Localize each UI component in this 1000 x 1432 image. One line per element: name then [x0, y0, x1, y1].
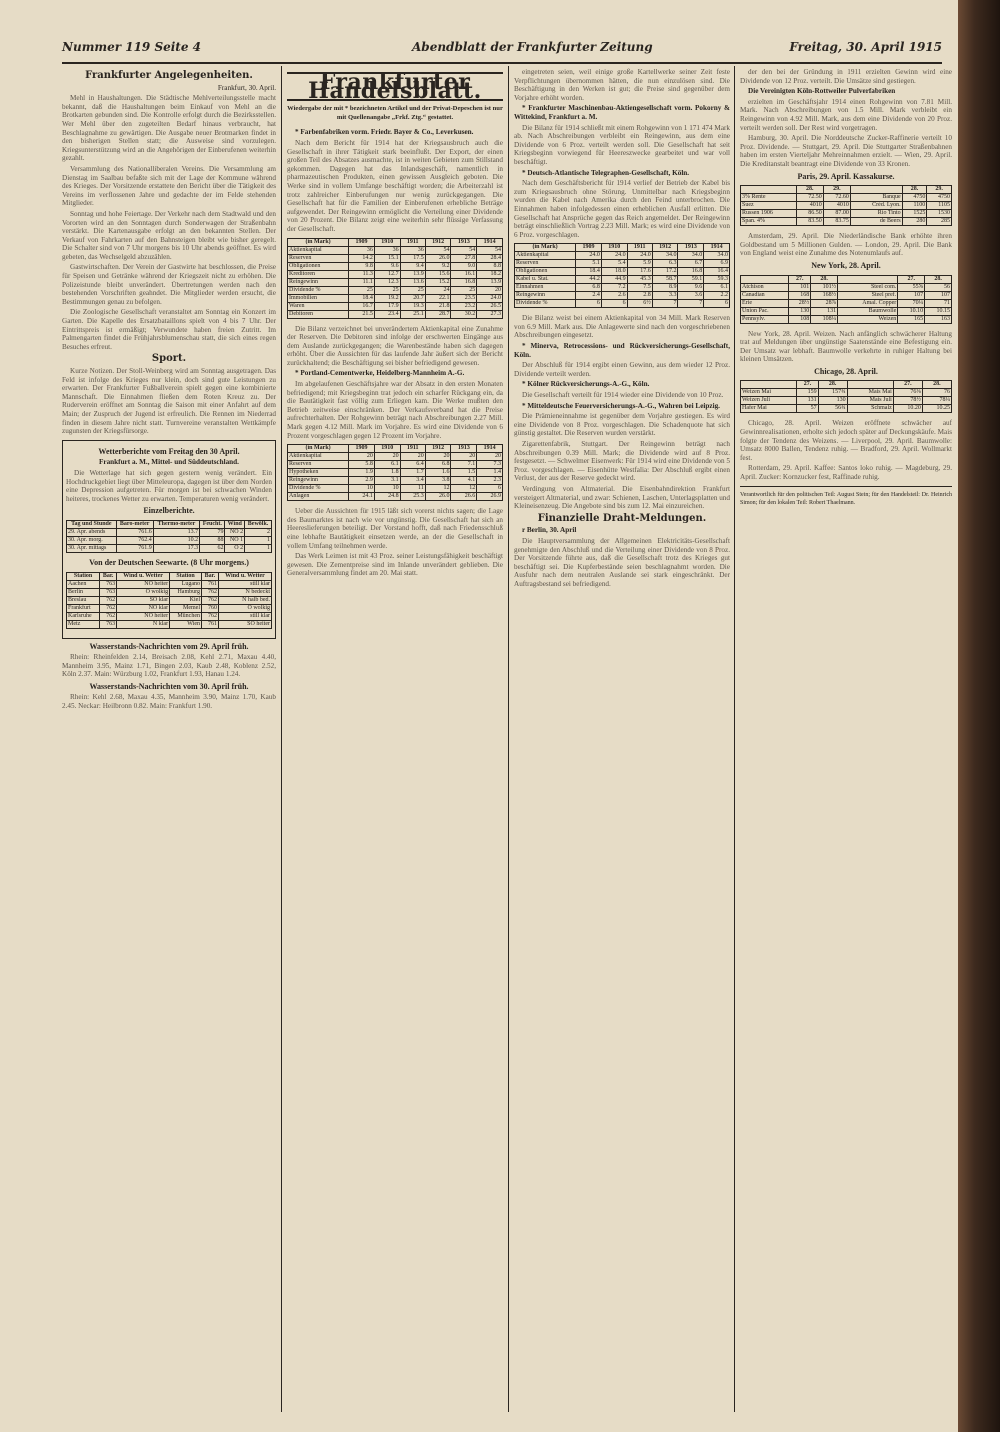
newyork-table: 27. 28. 27. 28. Atchison 101 101½ Steel com. 55⅝ 56 Canadian 168 168½ Steel pref. 107 107 Erie 28½ 28⅞ Amal. Copper 70¼ 71 Union Pac. 130 131 Baumwolle 10.10 10.15 Pennsylv. 108 108¼ Weizen 165 163	[742, 275, 950, 322]
column-commerce	[287, 68, 503, 1412]
article-text: Die Zoologische Gesellschaft veranstaltet am Sonntag ein Konzert im Garten. Die Kapelle des Ersatzbataillons spielt von 4 bis 7 Uhr. Der Eintrittspreis ist ermäßigt; Verwundete haben freien Zutritt. Im Palmengarten findet die Frühjahrsblumenschau statt, die sich eines regen Besuches erfreut.	[62, 308, 276, 351]
article-text: Rotterdam, 29. April. Kaffee: Santos loko ruhig. — Magdeburg, 29. April. Zucker: Kornzucker fest, Raffinade ruhig.	[740, 464, 952, 482]
article-text: Verdingung von Altmaterial. Die Eisenbahndirektion Frankfurt versteigert Altmaterial, und zwar: Schienen, Laschen, Unterlagsplatten und Kleineisenzeug. Die Angebote sind bis zum 12. Mai einzureichen.	[514, 484, 730, 511]
weather-table: Tag und Stunde Baro-meter Thermo-meter Feucht. Wind Bewölk. 29. Apr. abends 761.6 13.7 79 NO 2 2 30. Apr. morg. 762.4 10.2 88 NO 1 1 30. Apr. mittags 761.9 17.3 62 O 2 1	[68, 520, 270, 551]
chicago-heading: Chicago, 28. April.	[814, 366, 878, 376]
section-heading-local: Frankfurter Angelegenheiten.	[85, 70, 253, 81]
newyork-heading: New York, 28. April.	[811, 260, 881, 270]
article-text: Nach dem Geschäftsbericht für 1914 verlief der Betrieb der Kabel bis zum Kriegsausbruch ohne Störung. Unmittelbar nach Kriegsbeginn wurden die Kabel nach Amerika durch den Feind unterbrochen. Die Einnahmen haben infolgedessen einen erheblichen Ausfall erlitten. Die Gesellschaft hat Ansprüche gegen das Reich angemeldet. Der Reingewinn beträgt einschließlich Vortrag 2.23 Mill. Mark; es wird eine Dividende von 6 Proz. vorgeschlagen.	[514, 179, 730, 239]
section-heading-finance: Finanzielle Draht-Meldungen.	[537, 512, 707, 524]
responsibility-note: Verantwortlich für den politischen Teil: August Stein; für den Handelsteil: Dr. Heinrich Simon; für den lokalen Teil: Robert Thaelmann.	[740, 491, 952, 507]
page-header	[62, 40, 942, 60]
article-text: Kurze Notizen. Der Stoll-Weinberg wird am Sonntag ausgetragen. Das Feld ist infolge des Krieges nur klein, doch sind gute Leistungen zu erwarten. Der Frankfurter Fußballverein spielt gegen eine kombinierte Mannschaft. Die Einnahmen fließen dem Roten Kreuz zu. Der Ruderverein eröffnet am Sonntag die Saison mit einer Anfahrt auf dem Main; der Zuspruch der Jugend ist erfreulich. Die Rennen im Niederrad finden in diesem Jahre nicht statt. Turnvereine veranstalten Wettkämpfe zugunsten der Kriegsfürsorge.	[62, 367, 276, 436]
article-text: Im abgelaufenen Geschäftsjahre war der Absatz in den ersten Monaten befriedigend; mit Kriegsbeginn trat jedoch ein scharfer Rückgang ein, da die Bautätigkeit fast völlig zum Erliegen kam. Die Werke mußten den Betrieb zeitweise einschränken. Der Verkaufsverband hat die Preise aufrechterhalten. Der Rohgewinn beträgt nach Abschreibungen 2.27 Mill. Mark gegen 4.12 Mill. Mark im Vorjahre. Es wird eine Dividende von 6 Prozent vorgeschlagen gegen 12 Prozent im Vorjahre.	[287, 380, 503, 440]
footer-rule	[740, 486, 952, 487]
article-text: Chicago, 28. April. Weizen eröffnete schwächer auf Gewinnrealisationen, erholte sich jedoch später auf Deckungskäufe. Mais folgte der Tendenz des Weizens. — Liverpool, 29. April. Baumwolle: Umsatz 8000 Ballen, Tendenz ruhig. — Bradford, 29. April. Wollmarkt fest.	[740, 419, 952, 462]
article-text: Das Werk Leimen ist mit 43 Proz. seiner Leistungsfähigkeit beschäftigt gewesen. Die Zementpreise sind im Inlande unverändert geblieben. Die Generalversammlung findet am 20. Mai statt.	[287, 552, 503, 578]
article-text: der den bei der Gründung in 1911 erzielten Gewinn wird eine Dividende von 12 Proz. verteilt. Die Umsätze sind gestiegen.	[740, 68, 952, 85]
article-title: * Portland-Cementwerke, Heidelberg-Mannheim A.-G.	[295, 369, 465, 378]
issue-date: Freitag, 30. April 1915	[789, 40, 942, 54]
article-text: eingetreten seien, weil einige große Kartellwerke seiner Zeit feste Verpflichtungen übernommen hätten, die nun einzulösen sind. Die Beschäftigung in den Werken ist gut; die Preise sind gegenüber dem Vorjahre erhöht worden.	[514, 68, 730, 102]
article-text: Gastwirtschaften. Der Verein der Gastwirte hat beschlossen, die Preise für Speisen und Getränke während der Kriegszeit nicht zu erhöhen. Die Polizeistunde bleibt unverändert. Übertretungen werden nach den bestehenden Vorschriften geahndet. Die Mitglieder werden ersucht, die Bestimmungen genau zu befolgen.	[62, 263, 276, 306]
column-divider	[281, 66, 282, 1412]
weather-report	[62, 440, 276, 639]
column-local-news	[62, 68, 276, 1412]
article-text: Die Gesellschaft verteilt für 1914 wieder eine Dividende von 10 Proz.	[522, 391, 724, 400]
station-table: Station Bar. Wind u. Wetter Station Bar. Wind u. Wetter Aachen 763 NO heiter Lugano 761 still klar Berlin 763 O wolkig Hamburg 762 N bedeckt Breslau 762 SO klar Kiel 762 N halb bed. Frankfurt 762 NO klar Memel 760 O wolkig Karlsruhe 762 NO heiter München 762 still klar Metz 763 N klar Wien 761 SO heiter	[68, 572, 270, 627]
article-text: Hamburg, 30. April. Die Norddeutsche Zucker-Raffinerie verteilt 10 Proz. Dividende. — Stuttgart, 29. April. Die Stuttgarter Straßenbahnen haben im ersten Vierteljahr Mehreinnahmen erzielt. — Wien, 29. April. Die Kreditanstalt beantragt eine Dividende von 33 Kronen.	[740, 134, 952, 168]
masthead: Abendblatt der Frankfurter Zeitung	[412, 40, 653, 54]
article-text: New York, 28. April. Weizen. Nach anfänglich schwächerer Haltung trat auf Meldungen über ungünstige Saatenstände eine Befestigung ein. Der Umsatz war lebhaft. Baumwolle verkehrte in ruhiger Haltung bei kleinen Umsätzen.	[740, 329, 952, 364]
column-divider	[734, 66, 735, 1412]
section-title-handelsblatt: Frankfurter Handelsblatt.	[287, 72, 503, 101]
balance-table: (in Mark) 1909 1910 1911 1912 1913 1914 Aktienkapital 20 20 20 20 20 20 Reserven 5.8 6.1 6.4 6.8 7.1 7.3 Hypotheken 1.9 1.8 1.7 1.6 1.5 1.4 Reingewinn 2.9 3.1 3.4 3.8 4.1 2.3 Dividende % 10 10 11 12 12 6 Anlagen 24.1 24.8 25.3 26.0 26.6 26.9	[289, 445, 501, 500]
article-text: Mehl in Haushaltungen. Die Städtische Mehlverteilungsstelle macht bekannt, daß die Haushaltungen beim Einkauf von Mehl an die Brotkarten gebunden sind. Die Kontrolle erfolgt durch die Bezirksstellen. Wer Mehl über den zugeteilten Bedarf hinaus verbraucht, hat Beschlagnahme zu gewärtigen. Die Ausgabe neuer Brotmarken findet in den bisherigen Stellen statt; die Ausweise sind vorzulegen. Kriegsunterstützung wird an die Angehörigen der Einberufenen weiterhin gezahlt.	[62, 94, 276, 163]
article-title: * Mitteldeutsche Feuerversicherungs-A.-G., Wahren bei Leipzig.	[522, 401, 720, 410]
issue-number: Nummer 119 Seite 4	[62, 40, 202, 54]
weather-text: Die Wetterlage hat sich gegen gestern wenig verändert. Ein Hochdruckgebiet liegt über Mitteleuropa, dagegen ist über dem Norden eine Depression aufgetreten. Für morgen ist bei schwachen Winden heiteres, trockenes Wetter zu erwarten. Temperaturen wenig verändert.	[66, 468, 272, 503]
article-text: Sonntag und hohe Feiertage. Der Verkehr nach dem Stadtwald und den Vororten wird an den Sonntagen durch Sonderwagen der Straßenbahn verstärkt. Die Kartenausgabe erfolgt an den bekannten Stellen. Der Verkauf von Fahrkarten auf den Bahnsteigen bleibt wie bisher geregelt. Die Schalter sind von 7 Uhr morgens bis 10 Uhr abends geöffnet. Es wird gebeten, das Wechselgeld abzuzählen.	[62, 209, 276, 261]
paris-rates-table: 28. 29. 28. 29. 3% Rente 72.50 72.60 Banque 4750 4750 Suez 4010 4010 Créd. Lyon. 1100 1105 Russen 1906 86.50 87.00 Rio Tinto 1525 1530 Span. 4% 83.50 83.75 de Beers 280 285	[742, 186, 950, 225]
article-title: * Deutsch-Atlantische Telegraphen-Gesellschaft, Köln.	[522, 168, 690, 177]
article-title: * Frankfurter Maschinenbau-Aktiengesellschaft vorm. Pokorny & Wittekind, Frankfurt a. M.	[514, 104, 730, 121]
water-text: Rhein: Kehl 2.68, Maxau 4.35, Mannheim 3.90, Mainz 1.70, Kaub 2.45. Neckar: Heilbronn 0.82. Main: Frankfurt 1.90.	[62, 693, 276, 711]
article-title: Die Vereinigten Köln-Rottweiler Pulverfabriken	[748, 87, 896, 96]
article-title: * Minerva, Retrocessions- und Rückversicherungs-Gesellschaft, Köln.	[514, 342, 730, 359]
article-text: Ueber die Aussichten für 1915 läßt sich vorerst nichts sagen; die Lage des Baumarktes ist nach wie vor ungünstig. Die Gesellschaft hat sich an Heereslieferungen beteiligt. Der Vorstand hofft, daß nach Friedensschluß eine lebhafte Bautätigkeit einsetzen werde, an der die Gesellschaft in vollem Umfang teilnehmen werde.	[287, 507, 503, 550]
single-reports-heading: Einzelberichte.	[143, 506, 195, 516]
article-text: Zigarettenfabrik, Stuttgart. Der Reingewinn beträgt nach Abschreibungen 0.39 Mill. Mark; die Dividende wird auf 8 Proz. festgesetzt. — Schwelmer Eisenwerk: Für 1914 wird eine Dividende von 5 Proz. vorgeschlagen. — Eisenhütte Westfalia: Der Abschluß ergibt einen Verlust, der aus der Reserve gedeckt wird.	[514, 440, 730, 483]
weather-region: Frankfurt a. M., Mittel- und Süddeutschland.	[99, 458, 239, 467]
article-text: Die Bilanz verzeichnet bei unverändertem Aktienkapital eine Zunahme der Reserven. Die Debitoren sind infolge der erschwerten Eingänge aus dem Auslande zurückgegangen; die Warenbestände haben sich dagegen erhöht. Über die Aussichten für das laufende Jahr äußert sich der Bericht zurückhaltend; die Beschäftigung sei bisher befriedigend gewesen.	[287, 324, 503, 367]
reprint-notice: Wiedergabe der mit * bezeichneten Artikel und der Privat-Depeschen ist nur mit Quellenangabe „Frkf. Ztg.“ gestattet.	[287, 105, 503, 121]
weather-heading: Wetterberichte vom Freitag den 30 April.	[98, 446, 240, 456]
section-heading-sport: Sport.	[151, 353, 187, 365]
article-text: Versammlung des Nationalliberalen Vereins. Die Versammlung am Dienstag im Saalbau befaßte sich mit der Lage der Kommune während des Krieges. Der Vorsitzende erstattete den Bericht über die Tätigkeit des Vereins im verflossenen Jahre und gedachte der im Felde stehenden Mitglieder.	[62, 164, 276, 208]
dispatch-dateline: r Berlin, 30. April	[522, 526, 577, 535]
water-heading: Wasserstands-Nachrichten vom 30. April früh.	[89, 681, 249, 691]
article-text: Die Hauptversammlung der Allgemeinen Elektricitäts-Gesellschaft genehmigte den Abschluß und die Verteilung einer Dividende von 8 Proz. Der Vorsitzende führte aus, daß die Gesellschaft trotz des Krieges gut beschäftigt sei. Die Kupferbestände seien beschlagnahmt worden. Die Ausfuhr nach dem neutralen Auslande sei stark eingeschränkt. Der Auftragsbestand sei befriedigend.	[514, 536, 730, 588]
article-text: Amsterdam, 29. April. Die Niederländische Bank erhöhte ihren Goldbestand um 5 Millionen Gulden. — London, 29. April. Die Bank von England weist eine Zunahme des Notenumlaufs auf.	[740, 232, 952, 258]
article-text: erzielten im Geschäftsjahr 1914 einen Rohgewinn von 7.81 Mill. Mark. Nach Abschreibungen von 1.5 Mill. Mark verbleibt ein Reingewinn von 4.92 Mill. Mark, aus dem eine Dividende von 20 Proz. verteilt werden soll. Der Rest wird vorgetragen.	[740, 97, 952, 132]
article-text: Die Bilanz weist bei einem Aktienkapital von 34 Mill. Mark Reserven von 6.9 Mill. Mark aus. Die Anlagewerte sind nach den vorgeschriebenen Abschreibungen eingesetzt.	[514, 314, 730, 340]
column-commerce-2	[514, 68, 730, 1412]
article-text: Nach dem Bericht für 1914 hat der Kriegsausbruch auch die Gesellschaft in ihrer Tätigkeit stark beeinflußt. Der Export, der einen großen Teil des Absatzes ausmachte, ist in weiten Gebieten zum Stillstand gekommen. Dagegen hat das Inlandsgeschäft, namentlich in pharmazeutischen Produkten, einen gewissen Ausgleich geboten. Die Werke sind in vollem Umfange beschäftigt worden; die Arbeiterzahl ist trotz zahlreicher Einberufungen nur wenig zurückgegangen. Die Gesellschaft hat für die Familien der Einberufenen erhebliche Beträge aufgewendet. Der Reingewinn ermöglicht die Verteilung einer Dividende von 20 Prozent. Die Bilanz zeigt eine weiterhin sehr flüssige Verfassung der Gesellschaft.	[287, 138, 503, 233]
article-title: * Farbenfabriken vorm. Friedr. Bayer & Co., Leverkusen.	[295, 128, 474, 137]
dateline: Frankfurt, 30. April.	[217, 83, 276, 92]
column-divider	[508, 66, 509, 1412]
header-rule	[62, 62, 942, 64]
paris-heading: Paris, 29. April. Kassakurse.	[797, 171, 895, 181]
column-markets	[740, 68, 952, 1412]
book-binding	[958, 0, 1000, 1432]
balance-table: (in Mark) 1909 1910 1911 1912 1913 1914 Aktienkapital 36 36 36 54 54 54 Reserven 14.2 15.1 17.5 26.0 27.8 28.4 Obligationen 9.8 9.6 9.4 9.2 9.0 8.8 Kreditoren 11.3 12.7 13.9 15.6 16.1 18.2 Reingewinn 11.1 12.3 13.6 15.2 16.8 13.9 Dividende % 25 25 25 24 25 20 Immobilien 18.4 19.2 20.7 22.1 23.5 24.0 Waren 16.7 17.9 19.3 21.8 23.2 26.5 Debitoren 21.5 23.4 25.1 28.7 30.2 27.3	[289, 238, 501, 317]
chicago-table: 27. 28. 27. 28. Weizen Mai 159 157¾ Mais Mai 76⅜ 76 Weizen Juli 131 130 Mais Juli 78½ 78¼ Hafer Mai 57 56¾ Schmalz 10.20 10.25	[742, 381, 950, 412]
article-text: Der Abschluß für 1914 ergibt einen Gewinn, aus dem wieder 12 Proz. Dividende verteilt werden.	[514, 361, 730, 378]
article-text: Die Bilanz für 1914 schließt mit einem Rohgewinn von 1 171 474 Mark ab. Nach Abschreibungen verbleibt ein Reingewinn, aus dem eine Dividende von 6 Proz. verteilt werden soll. Die Gesellschaft hat seit Kriegsbeginn vorwiegend für Heereszwecke gearbeitet und war voll beschäftigt.	[514, 123, 730, 166]
seewarte-heading: Von der Deutschen Seewarte. (8 Uhr morgens.)	[89, 557, 249, 567]
water-text: Rhein: Rheinfelden 2.14, Breisach 2.08, Kehl 2.71, Maxau 4.40, Mannheim 3.95, Mainz 1.71, Bingen 2.03, Kaub 2.48, Koblenz 2.52, Köln 2.37. Main: Würzburg 1.02, Frankfurt 1.93, Hanau 1.24.	[62, 653, 276, 679]
water-heading: Wasserstands-Nachrichten vom 29. April früh.	[89, 641, 249, 651]
article-text: Die Prämieneinnahme ist gegenüber dem Vorjahre gestiegen. Es wird eine Dividende von 8 Proz. vorgeschlagen. Die Schadenquote hat sich günstig gestaltet. Die Reserven wurden verstärkt.	[514, 412, 730, 438]
article-title: * Kölner Rückversicherungs-A.-G., Köln.	[522, 380, 650, 389]
balance-table: (in Mark) 1909 1910 1911 1912 1913 1914 Aktienkapital 24.0 24.0 24.0 34.0 34.0 34.0 Reserven 5.1 5.4 5.9 6.3 6.7 6.9 Obligationen 18.4 18.0 17.6 17.2 16.8 16.4 Kabel u. Stat. 44.2 44.9 45.3 58.7 59.1 59.3 Einnahmen 6.8 7.2 7.5 8.9 9.6 6.1 Reingewinn 2.4 2.6 2.8 3.3 3.6 2.2 Dividende % 6 6 6½ 7 7 6	[516, 244, 728, 307]
